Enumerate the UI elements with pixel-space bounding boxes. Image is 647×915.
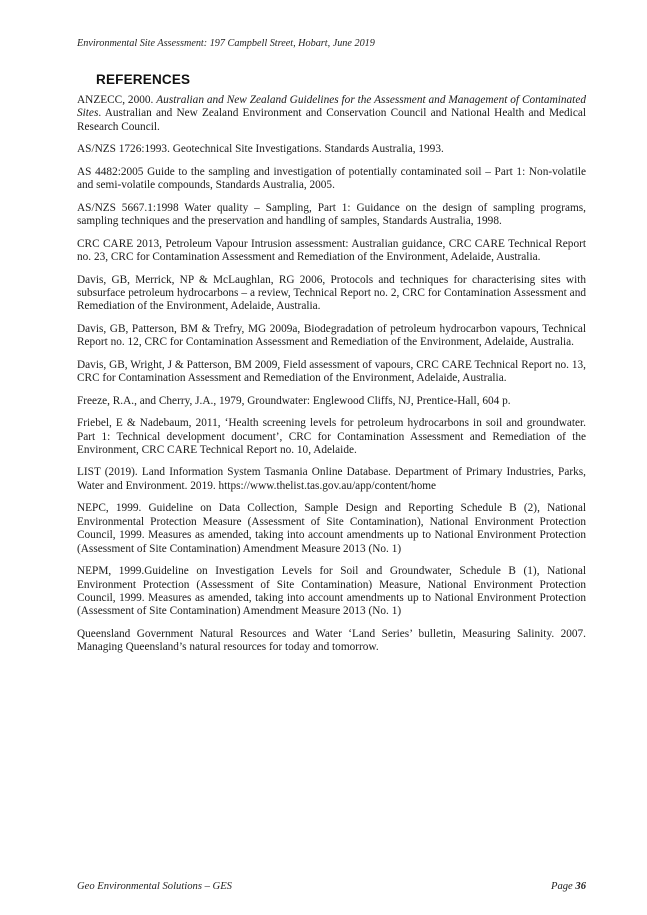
reference-list [77,94,586,664]
reference-item [77,395,586,408]
reference-item [77,417,586,457]
reference-item [77,143,586,156]
reference-item [77,94,586,134]
reference-text: AS/NZS 1726:1993. Geotechnical Site Investigations. Standards Australia, 1993. [77,143,444,156]
reference-item [77,323,586,350]
reference-text: Davis, GB, Merrick, NP & McLaughlan, RG 2006, Protocols and techniques for characterising sites with subsurface petroleum hydrocarbons – a review, Technical Report no. 2, CRC for Contamination Assessment and Remediation of the Environment, Adelaide, Australia. [77,273,586,313]
reference-text: LIST (2019). Land Information System Tasmania Online Database. Department of Primary Industries, Parks, Water and Environment. 2019. https://www.thelist.tas.gov.au/app/content/home [77,466,586,492]
section-title: REFERENCES [96,72,191,87]
page-footer [77,881,586,892]
reference-item [77,466,586,493]
reference-item [77,565,586,619]
reference-item [77,274,586,314]
page-number-block [551,881,586,892]
reference-item [77,202,586,229]
reference-text: NEPM, 1999.Guideline on Investigation Levels for Soil and Groundwater, Schedule B (1), National Environment Protection (Assessment of Site Contamination) Measure, National Environment Protection Council, 1999. Measures as amended, taking into account amendments up to National Environment Protection (Assessment of Site Contamination) Amendment Measure 2013 (No. 1) [77,565,586,618]
reference-text: Davis, GB, Patterson, BM & Trefry, MG 2009a, Biodegradation of petroleum hydrocarbon vapours, Technical Report no. 12, CRC for Contamination Assessment and Remediation of the Environment, Adelaide, Australia. [77,322,586,349]
page-number: 36 [575,881,586,892]
reference-item [77,166,586,193]
reference-text: Queensland Government Natural Resources and Water ‘Land Series’ bulletin, Measuring Salinity. 2007. Managing Queensland’s natural resources for today and tomorrow. [77,627,586,654]
reference-text: CRC CARE 2013, Petroleum Vapour Intrusion assessment: Australian guidance, CRC CARE Technical Report no. 23, CRC for Contamination Assessment and Remediation of the Environment, Adelaide, Australia. [77,237,586,264]
reference-text: ANZECC, 2000. [77,94,157,106]
reference-text: NEPC, 1999. Guideline on Data Collection, Sample Design and Reporting Schedule B (2), National Environmental Protection Measure (Assessment of Site Contamination), National Environment Protection Council, 1999. Measures as amended, taking into account amendments up to National Environment Protection (Assessment of Site Contamination) Amendment Measure 2013 (No. 1) [77,502,586,555]
reference-item [77,238,586,265]
reference-item [77,628,586,655]
reference-item [77,359,586,386]
running-header: Environmental Site Assessment: 197 Campbell Street, Hobart, June 2019 [77,38,375,49]
reference-text: Davis, GB, Wright, J & Patterson, BM 2009, Field assessment of vapours, CRC CARE Technical Report no. 13, CRC for Contamination Assessment and Remediation of the Environment, Adelaide, Australia. [77,358,586,385]
page-label: Page [550,881,573,892]
footer-organisation: Geo Environmental Solutions – GES [77,881,232,892]
reference-text: Freeze, R.A., and Cherry, J.A., 1979, Groundwater: Englewood Cliffs, NJ, Prentice-Hall, 604 p. [77,394,511,407]
reference-text: Friebel, E & Nadebaum, 2011, ‘Health screening levels for petroleum hydrocarbons in soil and groundwater. Part 1: Technical development document’, CRC for Contamination Assessment and Remediation of the Environment, CRC CARE Technical Report no. 10, Adelaide. [77,417,586,456]
reference-text: AS 4482:2005 Guide to the sampling and investigation of potentially contaminated soil – Part 1: Non-volatile and semi-volatile compounds, Standards Australia, 2005. [77,165,586,192]
reference-text-tail: . Australian and New Zealand Environment and Conservation Council and National Health and Medical Research Council. [77,107,586,133]
reference-italic-title: Australian and New Zealand Guidelines for the Assessment and Management of Contaminated Sites [77,94,586,120]
reference-text: AS/NZS 5667.1:1998 Water quality – Sampling, Part 1: Guidance on the design of sampling programs, sampling techniques and the preservation and handling of samples, Standards Australia, 1998. [77,201,586,228]
reference-item [77,502,586,556]
